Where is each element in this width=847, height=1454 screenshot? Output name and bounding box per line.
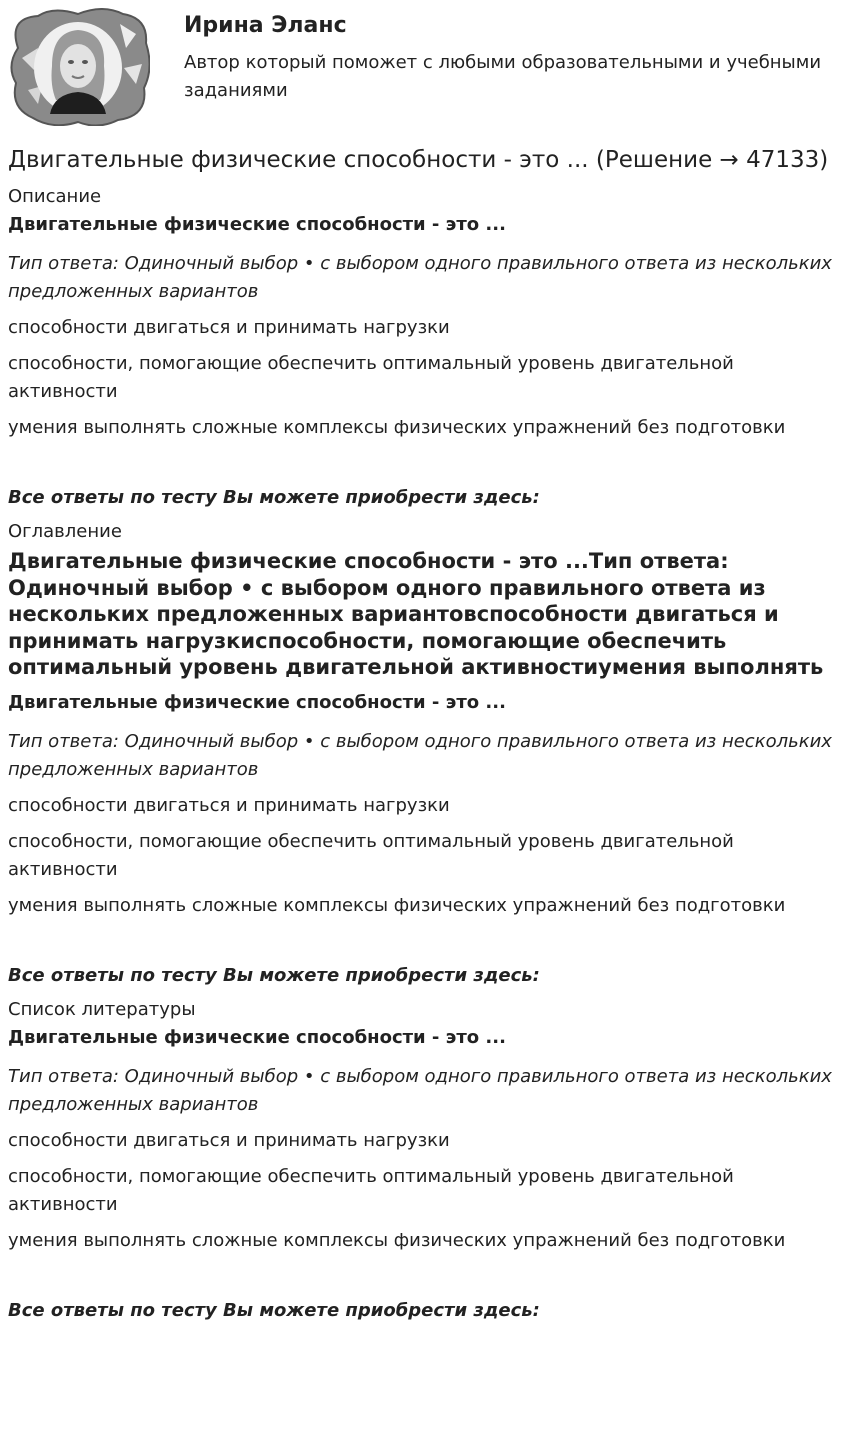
answer-option: способности, помогающие обеспечить оптимальный уровень двигательной активности (8, 353, 734, 402)
answer-type: Тип ответа: Одиночный выбор • с выбором одного правильного ответа из нескольких предложенных вариантов (8, 253, 832, 302)
page-title: Двигательные физические способности - это ... (Решение → 47133) (8, 147, 829, 173)
author-name: Ирина Эланс (184, 13, 347, 38)
buy-note: Все ответы по тесту Вы можете приобрести здесь: (8, 487, 540, 508)
author-description: Автор который поможет с любыми образовательными и учебными заданиями (184, 52, 822, 101)
section-table-of-contents (8, 520, 838, 988)
author-header (0, 0, 847, 140)
section-description (8, 185, 838, 510)
answer-type: Тип ответа: Одиночный выбор • с выбором одного правильного ответа из нескольких предложенных вариантов (8, 730, 832, 780)
answer-option: способности, помогающие обеспечить оптимальный уровень двигательной активности (8, 830, 734, 880)
section-bibliography (8, 998, 838, 1323)
question-text: Двигательные физические способности - это ... (8, 691, 506, 713)
section-label: Оглавление (8, 521, 122, 542)
buy-note: Все ответы по тесту Вы можете приобрести здесь: (8, 964, 540, 986)
buy-note: Все ответы по тесту Вы можете приобрести здесь: (8, 1299, 540, 1321)
portrait-face (60, 44, 96, 88)
answer-option: способности двигаться и принимать нагрузки (8, 317, 450, 338)
author-avatar (8, 8, 150, 126)
section-label: Описание (8, 186, 102, 207)
answer-option: умения выполнять сложные комплексы физических упражнений без подготовки (8, 1229, 786, 1251)
main-content (8, 146, 838, 1333)
answer-option: умения выполнять сложные комплексы физических упражнений без подготовки (8, 894, 786, 916)
question-text: Двигательные физические способности - это ... (8, 1026, 506, 1048)
answer-type: Тип ответа: Одиночный выбор • с выбором одного правильного ответа из нескольких предложенных вариантов (8, 1065, 832, 1115)
section-label: Список литературы (8, 998, 196, 1020)
answer-option: способности, помогающие обеспечить оптимальный уровень двигательной активности (8, 1165, 734, 1215)
question-text: Двигательные физические способности - это ... (8, 214, 506, 235)
answer-option: умения выполнять сложные комплексы физических упражнений без подготовки (8, 417, 786, 438)
toc-heading: Двигательные физические способности - это ...Тип ответа: Одиночный выбор • с выбором одного правильного ответа из нескольких предложенных вариантовспособности двигаться и принимать нагрузкиспособности, помогающие обеспечить оптимальный уровень двигательной активностиумения выполнять (8, 549, 824, 679)
answer-option: способности двигаться и принимать нагрузки (8, 794, 450, 816)
answer-option: способности двигаться и принимать нагрузки (8, 1129, 450, 1151)
